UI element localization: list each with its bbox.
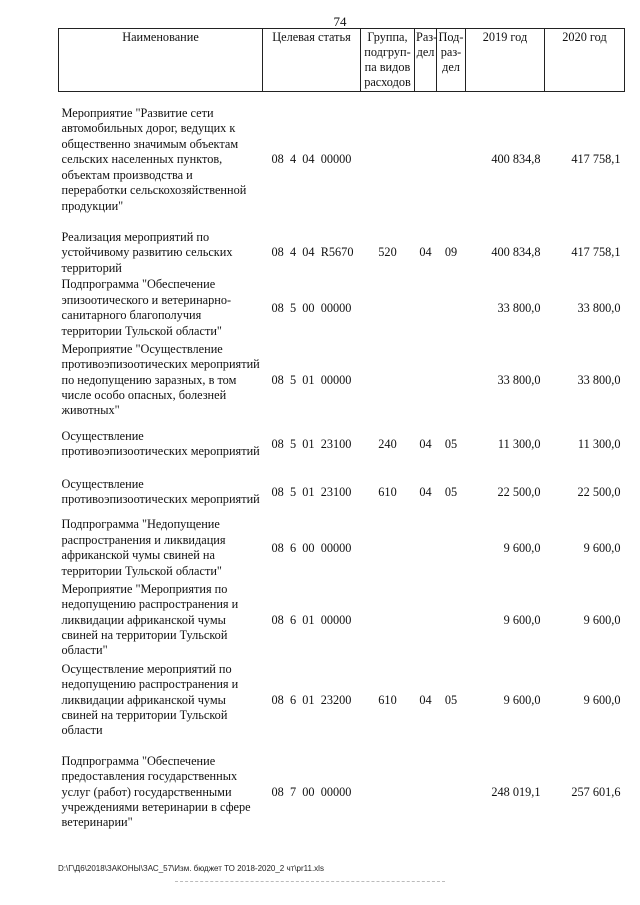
row-section: 04 — [419, 436, 432, 451]
row-section — [415, 340, 437, 420]
row-2020: 9 600,0 — [583, 692, 621, 707]
row-code: 08 5 01 00000 — [271, 372, 352, 387]
row-name: Подпрограмма "Обеспечение эпизоотического и ветеринарно-санитарного благополучия территории Тульской области" — [61, 277, 232, 338]
row-subsection: 09 — [444, 245, 458, 260]
row-2019: 248 019,1 — [491, 784, 541, 799]
row-2020: 417 758,1 — [571, 152, 621, 167]
row-section: 04 — [419, 484, 432, 499]
row-group: 240 — [378, 436, 397, 451]
row-section — [415, 752, 437, 832]
row-name: Реализация мероприятий по устойчивому развитию сельских территорий — [61, 230, 233, 275]
row-2019: 9 600,0 — [503, 612, 541, 627]
row-code: 08 5 01 23100 — [271, 436, 352, 451]
footer-divider — [175, 881, 445, 882]
row-subsection: 05 — [444, 692, 458, 707]
row-2019: 9 600,0 — [503, 540, 541, 555]
table-row — [59, 230, 625, 276]
row-2019: 33 800,0 — [497, 372, 541, 387]
row-name: Мероприятие "Осуществление противоэпизоотических мероприятий по недопущению заразных, в том числе особо опасных, болезней животных" — [61, 341, 260, 418]
row-2019: 33 800,0 — [497, 300, 541, 315]
table-header-row — [59, 29, 625, 92]
table-row — [59, 340, 625, 420]
row-name: Мероприятие "Мероприятия по недопущению распространения и ликвидации африканской чумы свиней на территории Тульской области" — [61, 581, 239, 658]
header-section: Раз-дел — [415, 29, 437, 92]
row-2020: 257 601,6 — [571, 784, 621, 799]
row-2019: 9 600,0 — [503, 692, 541, 707]
row-group — [361, 98, 415, 222]
row-subsection — [437, 580, 466, 660]
row-subsection — [437, 276, 466, 340]
table-row — [59, 580, 625, 660]
header-name: Наименование — [59, 29, 263, 92]
row-section: 04 — [419, 245, 432, 260]
row-section — [415, 98, 437, 222]
row-code: 08 7 00 00000 — [271, 784, 352, 799]
row-2020: 33 800,0 — [577, 372, 621, 387]
row-group: 520 — [378, 245, 397, 260]
header-group: Группа, подгруп-па видов расходов — [361, 29, 415, 92]
row-2020: 9 600,0 — [583, 612, 621, 627]
row-section — [415, 580, 437, 660]
row-2019: 400 834,8 — [491, 245, 541, 260]
table-row — [59, 660, 625, 740]
budget-table — [58, 28, 625, 832]
row-subsection — [437, 340, 466, 420]
row-name: Подпрограмма "Обеспечение предоставления государственных услуг (работ) государственными учреждениями ветеринарии в сфере ветеринарии" — [61, 753, 251, 830]
row-code: 08 6 01 00000 — [271, 612, 352, 627]
row-subsection — [437, 752, 466, 832]
row-section — [415, 516, 437, 580]
file-path-footer: D:\Г\Д6\2018\ЗАКОНЫ\ЗАС_57\Изм. бюджет ТО 2018-2020_2 чт\pr11.xls — [58, 864, 324, 873]
row-name: Подпрограмма "Недопущение распространения и ликвидация африканской чумы свиней на территории Тульской области" — [61, 517, 226, 578]
row-group — [361, 276, 415, 340]
row-name: Осуществление противоэпизоотических мероприятий — [61, 476, 260, 507]
row-code: 08 4 04 00000 — [271, 152, 352, 167]
table-row — [59, 468, 625, 516]
row-2020: 11 300,0 — [577, 436, 621, 451]
row-2020: 417 758,1 — [571, 245, 621, 260]
row-code: 08 6 00 00000 — [271, 540, 352, 555]
header-2020: 2020 год — [545, 29, 625, 92]
table-row — [59, 420, 625, 468]
page-number: 74 — [333, 14, 347, 29]
row-group: 610 — [378, 484, 397, 499]
row-2019: 22 500,0 — [497, 484, 541, 499]
header-2019: 2019 год — [466, 29, 545, 92]
table-row — [59, 276, 625, 340]
row-2020: 9 600,0 — [583, 540, 621, 555]
row-2020: 22 500,0 — [577, 484, 621, 499]
row-name: Мероприятие "Развитие сети автомобильных дорог, ведущих к общественно значимым объектам сельских населенных пунктов, объектам производства и переработки сельскохозяйственной продукции" — [61, 106, 247, 213]
row-subsection — [437, 516, 466, 580]
row-section — [415, 276, 437, 340]
table-row — [59, 752, 625, 832]
row-section: 04 — [419, 692, 432, 707]
row-subsection — [437, 98, 466, 222]
row-name: Осуществление противоэпизоотических мероприятий — [61, 428, 260, 459]
row-code: 08 5 01 23100 — [271, 484, 352, 499]
row-group — [361, 580, 415, 660]
row-subsection: 05 — [444, 484, 458, 499]
row-2019: 400 834,8 — [491, 152, 541, 167]
row-subsection: 05 — [444, 436, 458, 451]
row-group — [361, 340, 415, 420]
row-2019: 11 300,0 — [497, 436, 541, 451]
row-group: 610 — [378, 692, 397, 707]
row-code: 08 4 04 R5670 — [271, 245, 354, 260]
header-target: Целевая статья — [263, 29, 361, 92]
row-name: Осуществление мероприятий по недопущению распространения и ликвидации африканской чумы свиней на территории Тульской области — [61, 661, 239, 738]
table-row — [59, 516, 625, 580]
row-code: 08 6 01 23200 — [271, 692, 352, 707]
row-group — [361, 516, 415, 580]
header-subsection: Под-раз-дел — [437, 29, 466, 92]
row-group — [361, 752, 415, 832]
row-code: 08 5 00 00000 — [271, 300, 352, 315]
row-2020: 33 800,0 — [577, 300, 621, 315]
table-row — [59, 98, 625, 222]
